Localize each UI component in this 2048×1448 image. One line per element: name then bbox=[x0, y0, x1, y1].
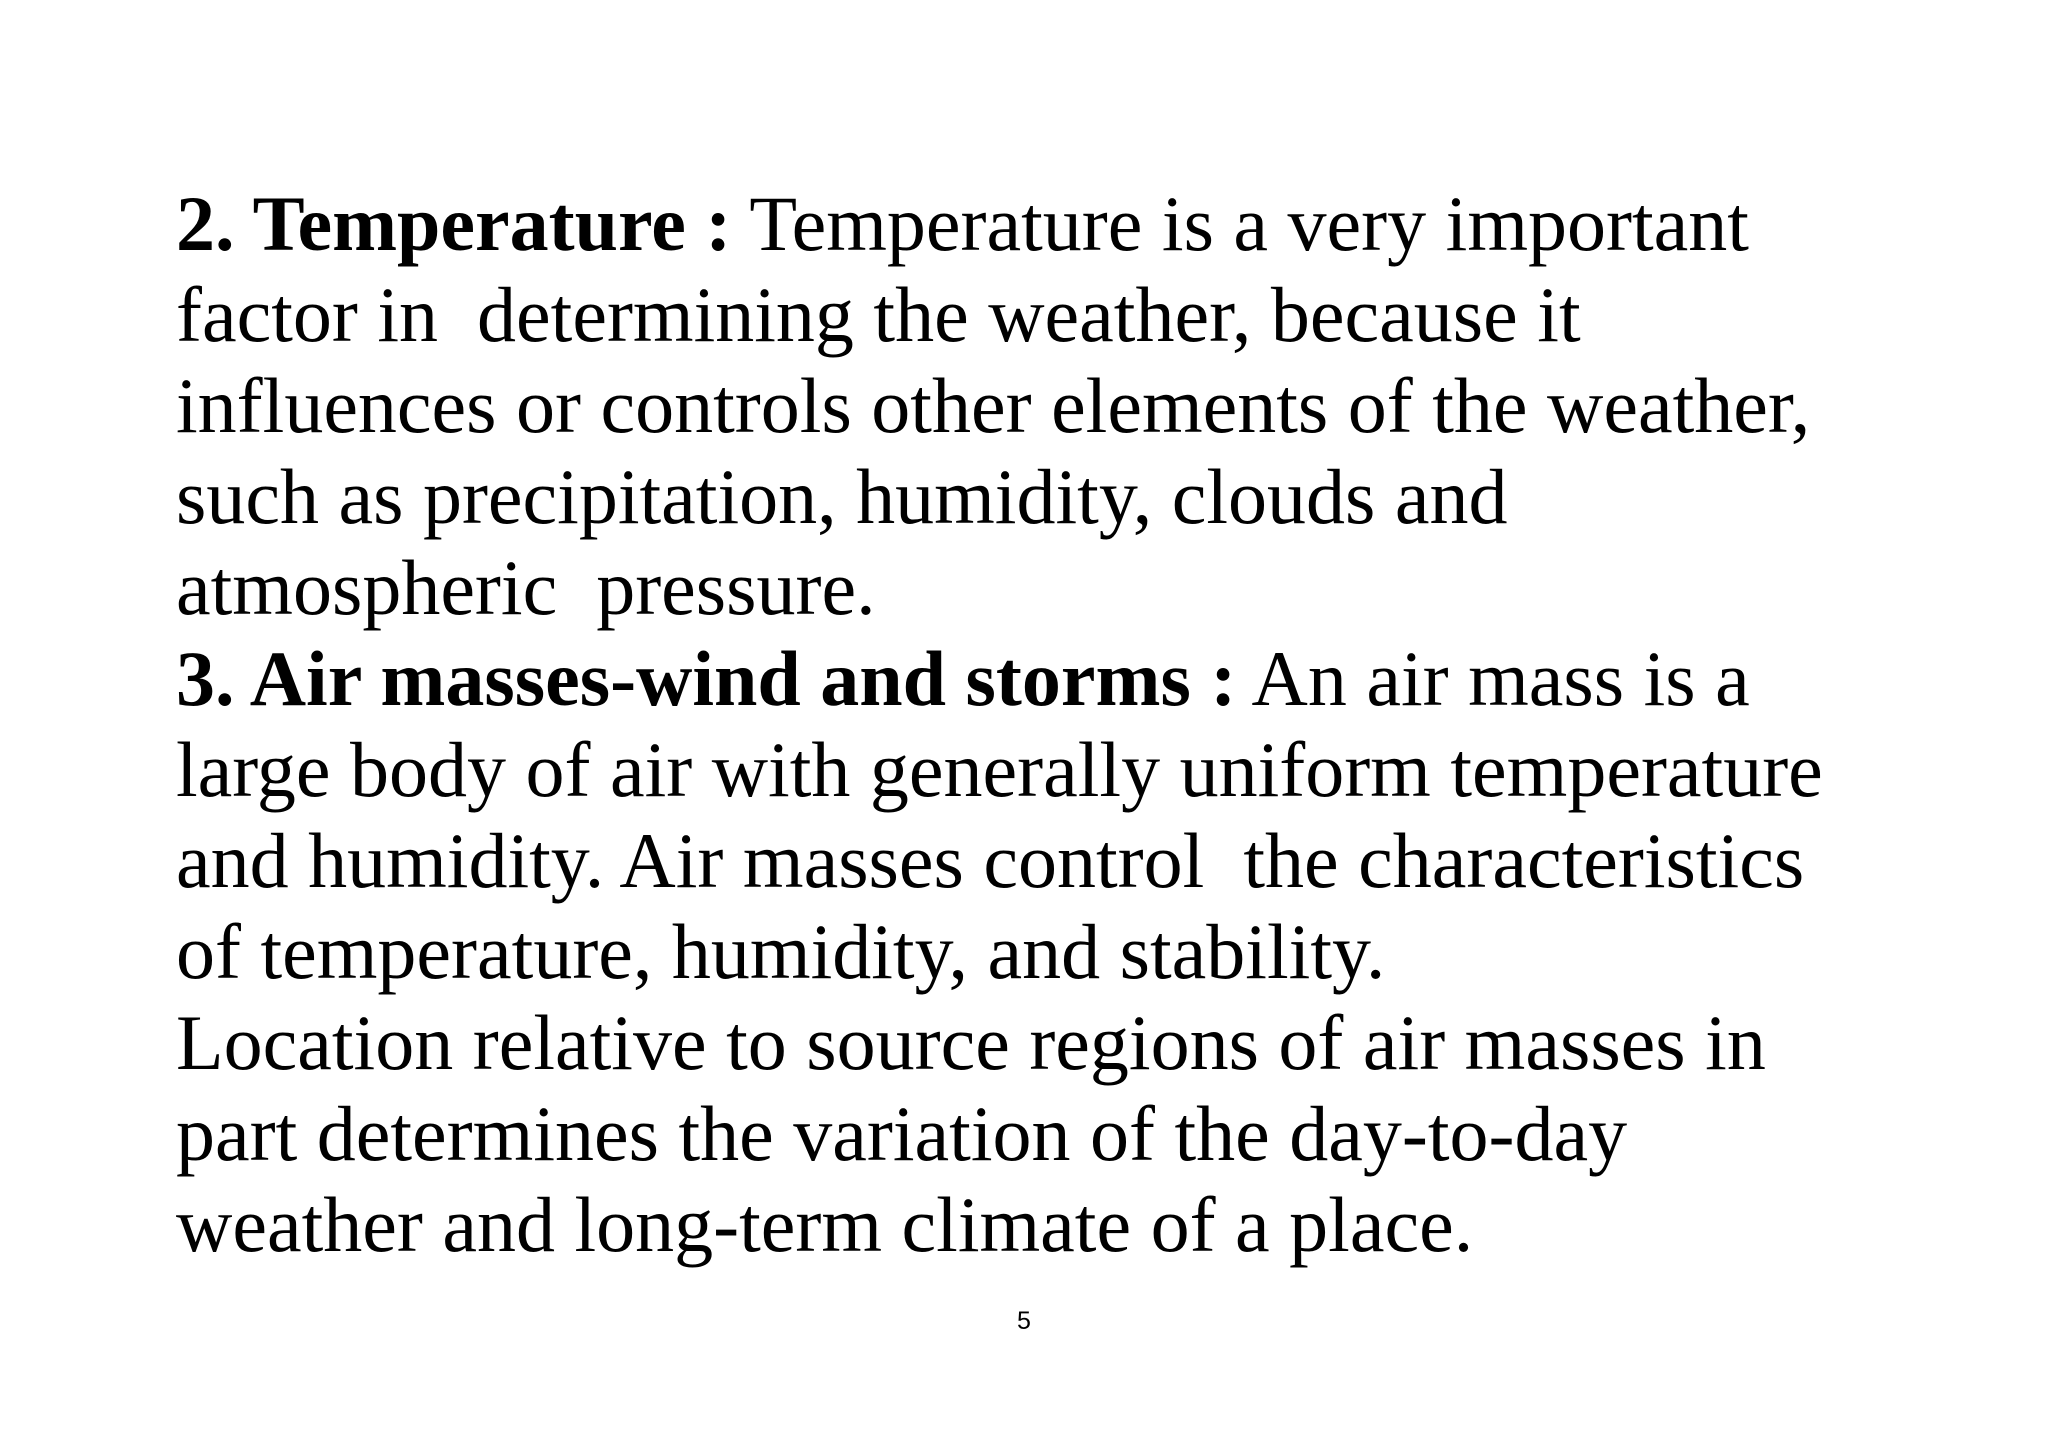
section-3-first-line bbox=[176, 633, 1896, 724]
section-2-first-line bbox=[176, 178, 1896, 269]
paragraph-line: weather and long-term climate of a place. bbox=[176, 1181, 1474, 1268]
paragraph-line: part determines the variation of the day-to-day bbox=[176, 1090, 1628, 1177]
paragraph-line: factor in determining the weather, because it bbox=[176, 271, 1581, 358]
paragraph-line: large body of air with generally uniform temperature bbox=[176, 726, 1823, 813]
paragraph-line: atmospheric pressure. bbox=[176, 544, 876, 631]
paragraph-line: influences or controls other elements of the weather, bbox=[176, 362, 1811, 449]
paragraph-line: and humidity. Air masses control the characteristics bbox=[176, 817, 1805, 904]
paragraph-line: Location relative to source regions of air masses in bbox=[176, 999, 1766, 1086]
paragraph-text: Temperature is a very important bbox=[731, 180, 1749, 267]
section-2-heading: 2. Temperature : bbox=[176, 180, 732, 267]
body-text bbox=[176, 178, 1896, 1270]
section-3-heading: 3. Air masses-wind and storms : bbox=[176, 635, 1237, 722]
paragraph-line: of temperature, humidity, and stability. bbox=[176, 908, 1386, 995]
paragraph-line: such as precipitation, humidity, clouds and bbox=[176, 453, 1508, 540]
paragraph-text: An air mass is a bbox=[1236, 635, 1750, 722]
page-number: 5 bbox=[1017, 1307, 1031, 1335]
